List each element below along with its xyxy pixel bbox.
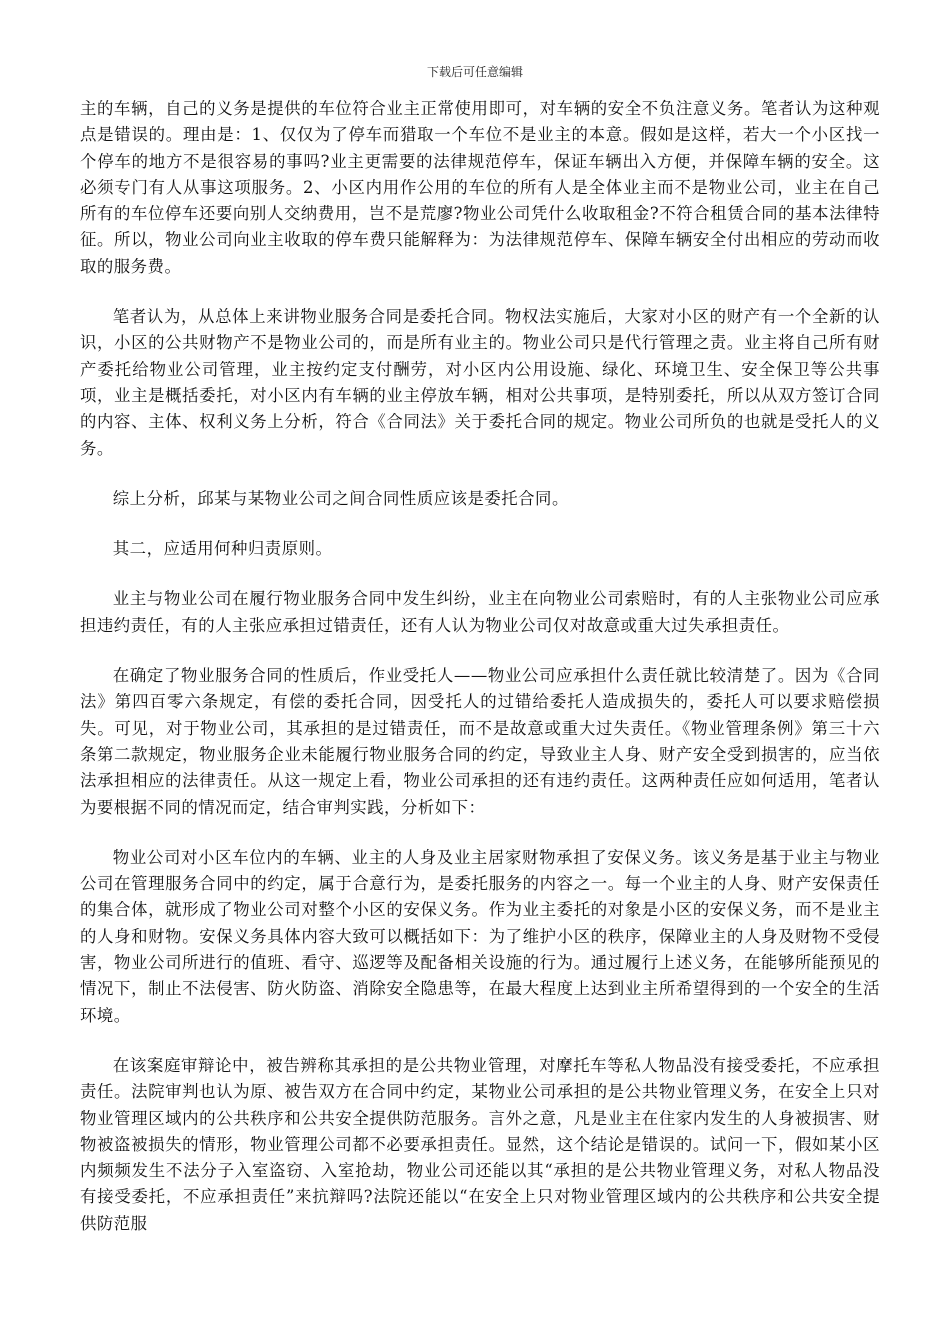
paragraph: 业主与物业公司在履行物业服务合同中发生纠纷，业主在向物业公司索赔时，有的人主张物业公司应承担违约责任，有的人主张应承担过错责任，还有人认为物业公司仅对故意或重大过失承担责任。	[80, 589, 880, 635]
paragraph-continuation: 主的车辆，自己的义务是提供的车位符合业主正常使用即可，对车辆的安全不负注意义务。笔者认为这种观点是错误的。理由是：1、仅仅为了停车而猎取一个车位不是业主的本意。假如是这样，若大一个小区找一个停车的地方不是很容易的事吗?业主更需要的法律规范停车，保证车辆出入方便，并保障车辆的安全。这必须专门有人从事这项服务。2、小区内用作公用的车位的所有人是全体业主而不是物业公司，业主在自己所有的车位停车还要向别人交纳费用，岂不是荒廖?物业公司凭什么收取租金?不符合租赁合同的基本法律特征。所以，物业公司向业主收取的停车费只能解释为：为法律规范停车、保障车辆安全付出相应的劳动而收取的服务费。	[80, 99, 880, 276]
paragraph: 在确定了物业服务合同的性质后，作业受托人——物业公司应承担什么责任就比较清楚了。因为《合同法》第四百零六条规定，有偿的委托合同，因受托人的过错给委托人造成损失的，委托人可以要求赔偿损失。可见，对于物业公司，其承担的是过错责任，而不是故意或重大过失责任。《物业管理条例》第三十六条第二款规定，物业服务企业未能履行物业服务合同的约定，导致业主人身、财产安全受到损害的，应当依法承担相应的法律责任。从这一规定上看，物业公司承担的还有违约责任。这两种责任应如何适用，笔者认为要根据不同的情况而定，结合审判实践，分析如下：	[80, 666, 880, 817]
document-body	[80, 96, 880, 1237]
section-heading: 其二，应适用何种归责原则。	[112, 539, 333, 559]
paragraph: 笔者认为，从总体上来讲物业服务合同是委托合同。物权法实施后，大家对小区的财产有一个全新的认识，小区的公共财物产不是物业公司的，而是所有业主的。物业公司只是代行管理之责。业主将自己所有财产委托给物业公司管理，业主按约定支付酬劳，对小区内公用设施、绿化、环境卫生、安全保卫等公共事项，业主是概括委托，对小区内有车辆的业主停放车辆，相对公共事项，是特别委托，所以从双方签订合同的内容、主体、权利义务上分析，符合《合同法》关于委托合同的规定。物业公司所负的也就是受托人的义务。	[80, 307, 880, 458]
paragraph: 物业公司对小区车位内的车辆、业主的人身及业主居家财物承担了安保义务。该义务是基于业主与物业公司在管理服务合同中的约定，属于合意行为，是委托服务的内容之一。每一个业主的人身、财产安保责任的集合体，就形成了物业公司对整个小区的安保义务。作为业主委托的对象是小区的安保义务，而不是业主的人身和财物。安保义务具体内容大致可以概括如下：为了维护小区的秩序，保障业主的人身及财物不受侵害，物业公司所进行的值班、看守、巡逻等及配备相关设施的行为。通过履行上述义务，在能够所能预见的情况下，制止不法侵害、防火防盗、消除安全隐患等，在最大程度上达到业主所希望得到的一个安全的生活环境。	[80, 847, 880, 1025]
paragraph-conclusion: 综上分析，邱某与某物业公司之间合同性质应该是委托合同。	[112, 488, 569, 508]
page-header-note: 下载后可任意编辑	[426, 65, 523, 79]
paragraph: 在该案庭审辩论中，被告辨称其承担的是公共物业管理，对摩托车等私人物品没有接受委托，不应承担责任。法院审判也认为原、被告双方在合同中约定，某物业公司承担的是公共物业管理义务，在安全上只对物业管理区域内的公共秩序和公共安全提供防范服务。言外之意，凡是业主在住家内发生的人身被损害、财物被盗被损失的情形，物业管理公司都不必要承担责任。显然，这个结论是错误的。试问一下，假如某小区内频频发生不法分子入室盗窃、入室抢劫，物业公司还能以其“承担的是公共物业管理义务，对私人物品没有接受委托，不应承担责任”来抗辩吗?法院还能以“在安全上只对物业管理区域内的公共秩序和公共安全提供防范服	[80, 1055, 880, 1233]
